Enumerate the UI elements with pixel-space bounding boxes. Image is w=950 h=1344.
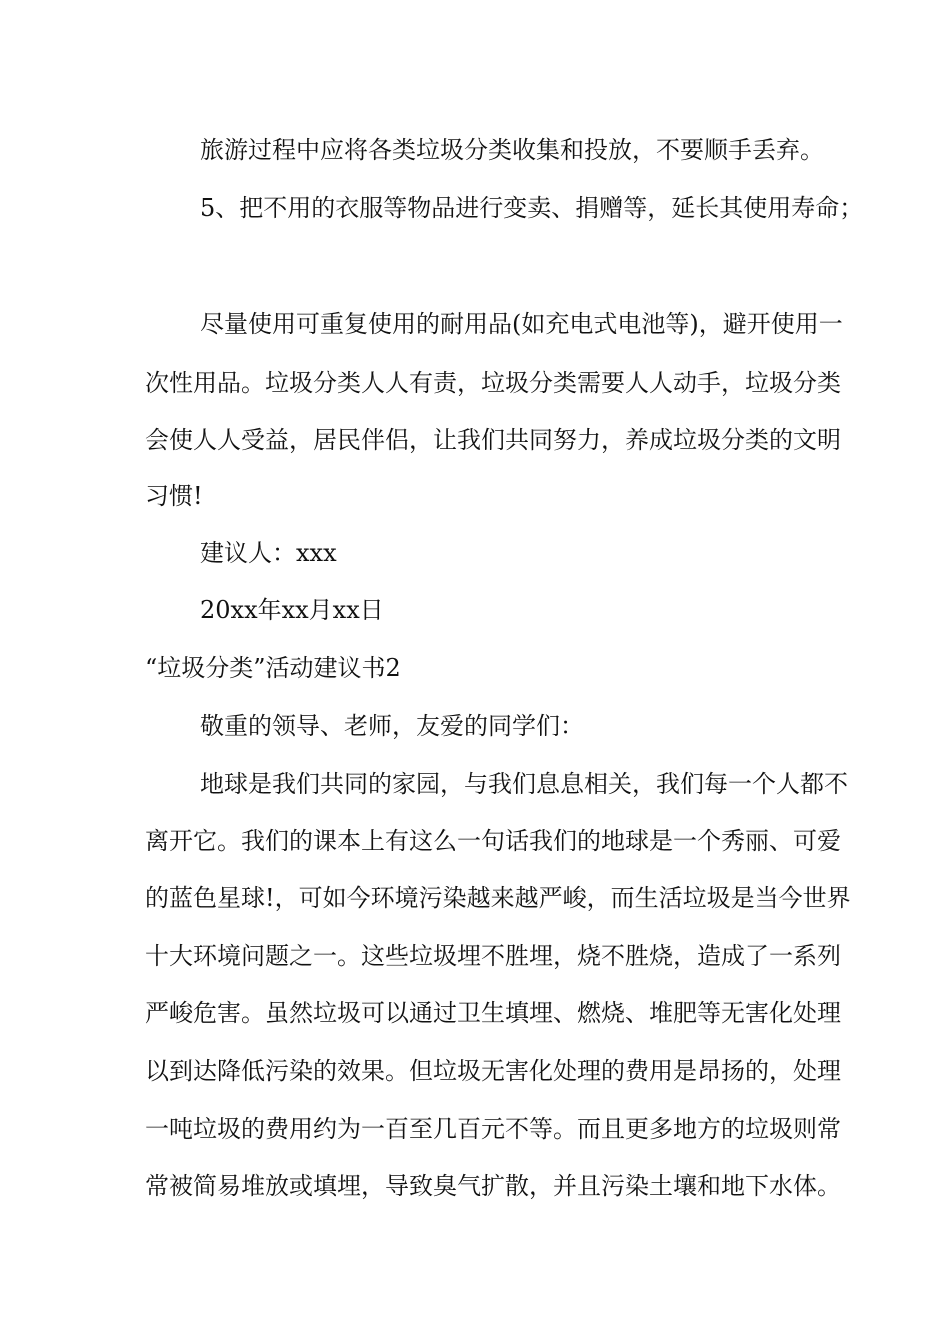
paragraph-line: 次性用品。垃圾分类人人有责，垃圾分类需要人人动手，垃圾分类	[145, 369, 841, 397]
paragraph-line: 严峻危害。虽然垃圾可以通过卫生填埋、燃烧、堆肥等无害化处理	[145, 999, 841, 1027]
paragraph-line: 会使人人受益，居民伴侣，让我们共同努力，养成垃圾分类的文明	[145, 426, 841, 454]
section-title: “垃圾分类”活动建议书2	[145, 654, 401, 682]
signature-date: 20xx年xx月xx日	[200, 596, 384, 624]
paragraph-line: 习惯!	[145, 482, 203, 510]
paragraph-line: 离开它。我们的课本上有这么一句话我们的地球是一个秀丽、可爱	[145, 827, 841, 855]
paragraph-line: 旅游过程中应将各类垃圾分类收集和投放，不要顺手丢弃。	[200, 136, 824, 164]
paragraph-line: 5、把不用的衣服等物品进行变卖、捐赠等，延长其使用寿命；	[200, 194, 864, 222]
paragraph-line: 尽量使用可重复使用的耐用品(如充电式电池等)，避开使用一	[200, 310, 843, 338]
signature-proposer: 建议人：xxx	[200, 539, 337, 567]
paragraph-line: 一吨垃圾的费用约为一百至几百元不等。而且更多地方的垃圾则常	[145, 1115, 841, 1143]
paragraph-line: 的蓝色星球!，可如今环境污染越来越严峻，而生活垃圾是当今世界	[145, 884, 851, 912]
salutation: 敬重的领导、老师，友爱的同学们：	[200, 712, 584, 740]
paragraph-line: 常被简易堆放或填埋，导致臭气扩散，并且污染土壤和地下水体。	[145, 1172, 841, 1200]
paragraph-line: 以到达降低污染的效果。但垃圾无害化处理的费用是昂扬的，处理	[145, 1057, 841, 1085]
paragraph-line: 十大环境问题之一。这些垃圾埋不胜埋，烧不胜烧，造成了一系列	[145, 942, 841, 970]
paragraph-line: 地球是我们共同的家园，与我们息息相关，我们每一个人都不	[200, 770, 848, 798]
